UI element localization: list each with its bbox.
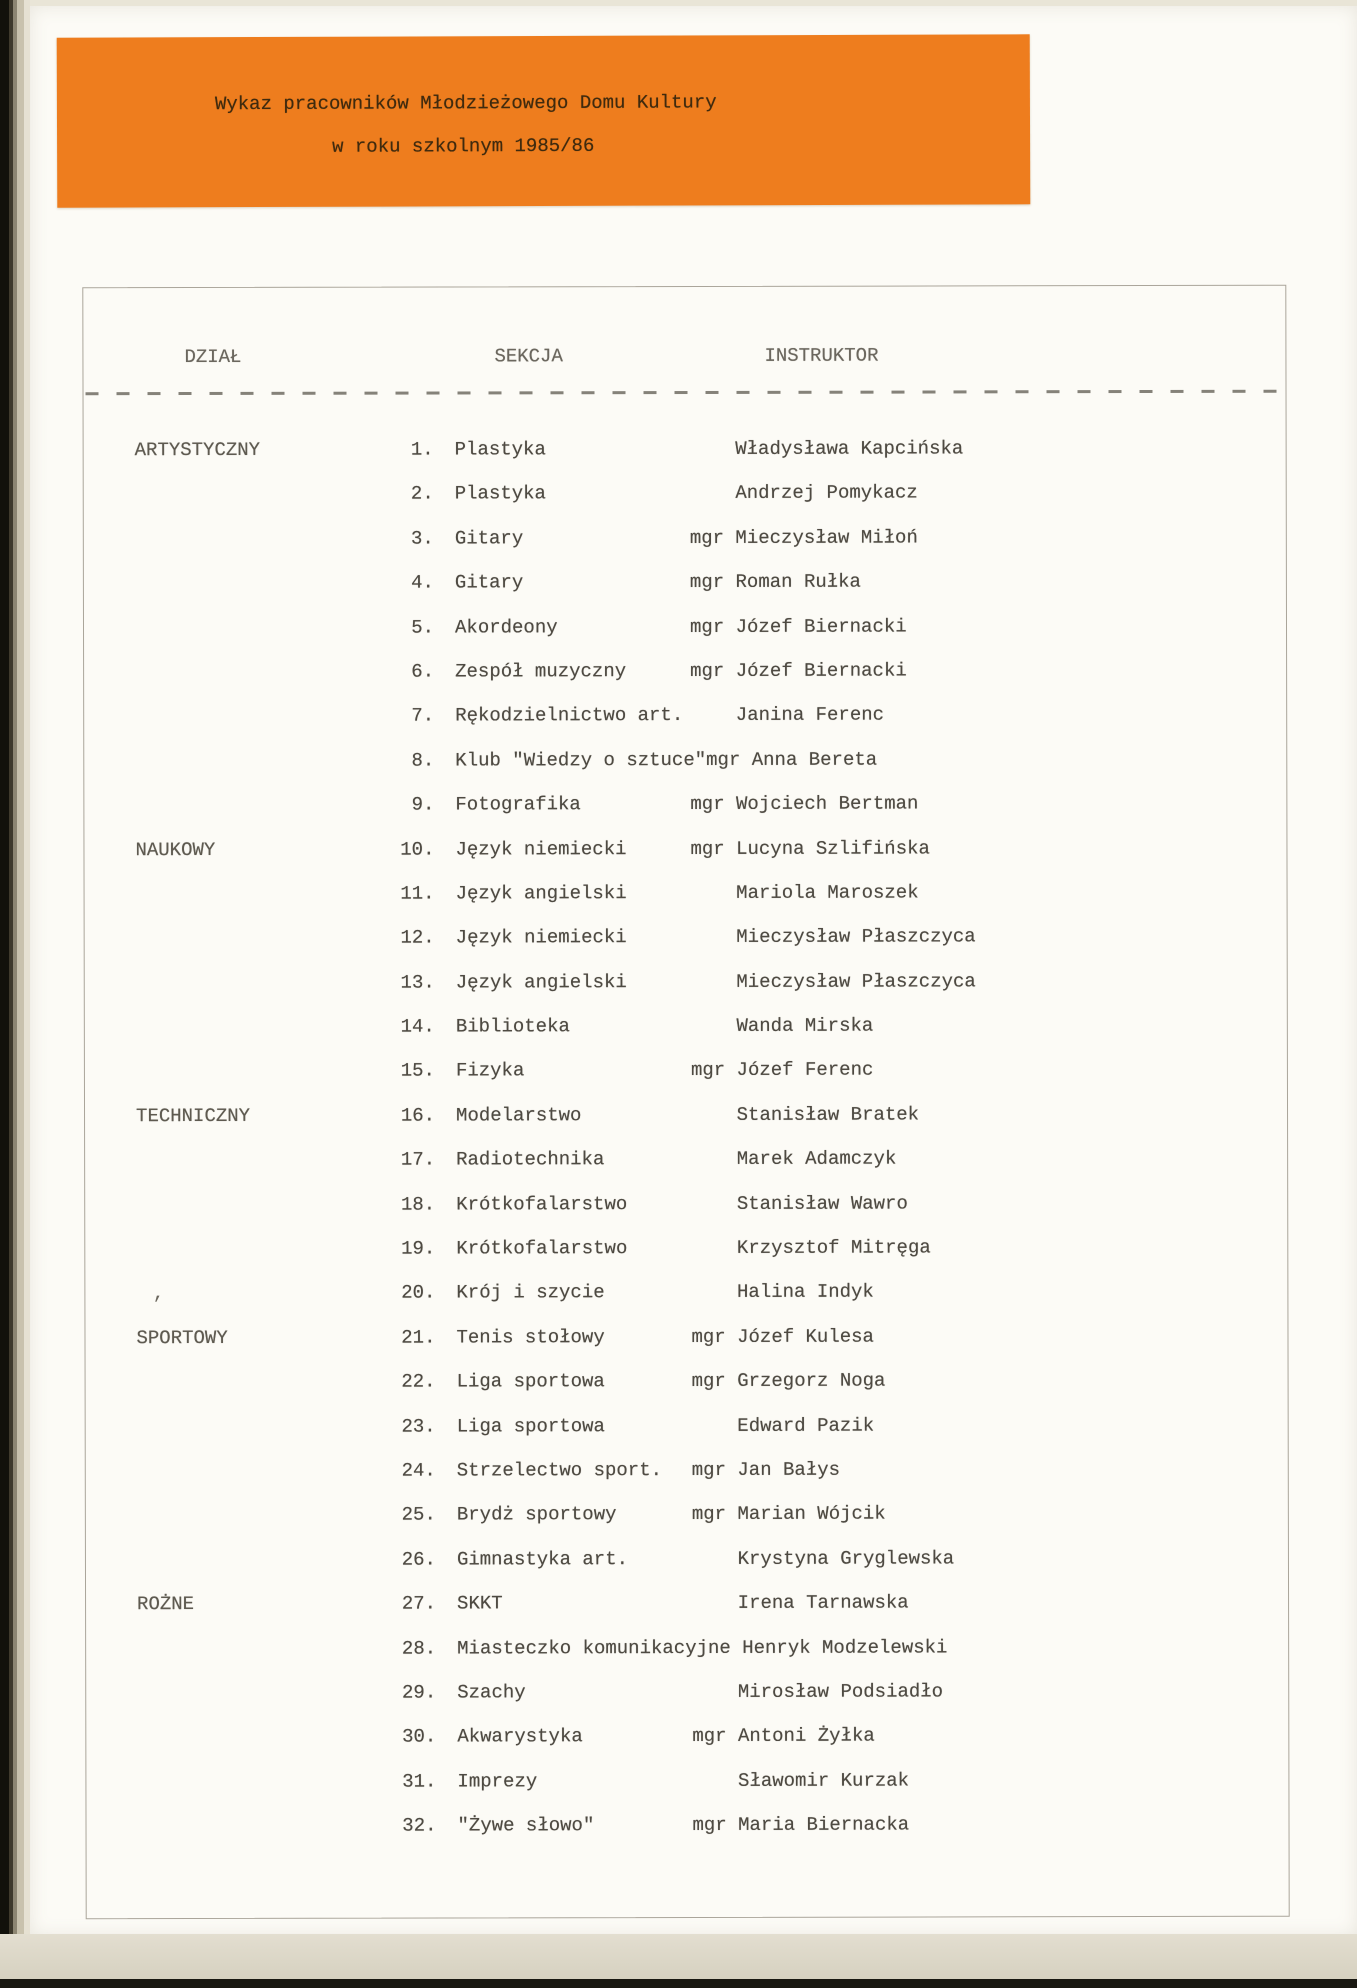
sekcja-value: Język angielski (455, 882, 627, 905)
instruktor-value: Marek Adamczyk (691, 1147, 897, 1171)
instruktor-value: Irena Tarnawska (692, 1591, 909, 1615)
row-number: 14. (400, 1015, 435, 1038)
sekcja-value: Gitary (454, 571, 524, 594)
table-row (85, 1092, 1287, 1139)
sekcja-value: Gimnastyka art. (456, 1547, 629, 1571)
row-number: 11. (400, 882, 435, 905)
sekcja-value: Radiotechnika (456, 1148, 605, 1171)
dzial-label: NAUKOWY (135, 838, 216, 861)
table-row (84, 470, 1286, 517)
sekcja-value: Plastyka (454, 438, 546, 461)
sekcja-value: Gitary (454, 527, 524, 550)
staff-table-frame (82, 285, 1289, 1920)
sekcja-value: Klub "Wiedzy o sztuce" (455, 748, 707, 772)
dzial-label: ROŻNE (137, 1593, 195, 1616)
instruktor-value: mgr Jan Bałys (691, 1458, 841, 1481)
row-number: 3. (410, 527, 434, 550)
table-row (86, 1757, 1288, 1804)
instruktor-value: mgr Józef Ferenc (690, 1059, 874, 1082)
dashed-separator (86, 390, 1284, 396)
table-row (85, 1136, 1287, 1183)
scan-bottom-edge (0, 1979, 1357, 1988)
row-number: 17. (400, 1148, 436, 1171)
row-number: 8. (411, 749, 435, 772)
stray-ink-mark: ’ (151, 1294, 164, 1318)
instruktor-value: Krzysztof Mitręga (691, 1236, 931, 1260)
book-binding-edge (0, 0, 30, 1988)
table-row (85, 1269, 1287, 1316)
instruktor-value: Stanisław Wawro (691, 1192, 908, 1215)
instruktor-value: mgr Józef Kulesa (691, 1325, 874, 1348)
table-body (84, 426, 1289, 1849)
row-number: 13. (400, 971, 435, 994)
instruktor-value: Mieczysław Płaszczyca (690, 970, 976, 993)
row-number: 4. (411, 571, 434, 594)
sekcja-value: Fizyka (455, 1059, 525, 1082)
sekcja-value: Zespół muzyczny (455, 660, 627, 683)
sekcja-value: Fotografika (455, 793, 581, 816)
sekcja-value: Akordeony (454, 615, 558, 639)
instruktor-value: Krystyna Gryglewska (691, 1547, 955, 1570)
row-number: 32. (402, 1814, 437, 1837)
instruktor-value: Henryk Modzelewski (730, 1636, 948, 1659)
sekcja-value: "Żywe słowo" (457, 1814, 595, 1837)
dzial-label: TECHNICZNY (136, 1104, 251, 1128)
document-subtitle: w roku szkolnym 1985/86 (332, 134, 595, 158)
row-number: 31. (402, 1770, 437, 1793)
sekcja-value: SKKT (457, 1592, 503, 1615)
sekcja-value: Tenis stołowy (456, 1325, 605, 1349)
table-row (85, 914, 1287, 961)
table-row (85, 1225, 1287, 1272)
table-row (86, 1624, 1288, 1671)
row-number: 27. (401, 1592, 437, 1615)
sekcja-value: Rękodzielnictwo art. (455, 704, 684, 727)
table-row (86, 1536, 1288, 1583)
header-dzial: DZIAŁ (184, 345, 242, 369)
table-row (85, 958, 1287, 1005)
instruktor-value: Halina Indyk (691, 1281, 874, 1304)
row-number: 20. (401, 1281, 436, 1305)
instruktor-value: mgr Wojciech Bertman (690, 792, 919, 816)
row-number: 16. (400, 1104, 436, 1127)
row-number: 6. (411, 660, 435, 683)
sekcja-value: Język niemiecki (455, 837, 627, 860)
table-row (84, 515, 1286, 562)
row-number: 21. (401, 1326, 436, 1349)
table-row (84, 648, 1286, 695)
table-row (86, 1402, 1288, 1449)
row-number: 18. (400, 1193, 436, 1216)
page-bottom-margin (0, 1934, 1357, 1979)
table-row (84, 692, 1286, 739)
document-paper (30, 6, 1357, 1936)
instruktor-value: mgr Marian Wójcik (691, 1502, 886, 1526)
sekcja-value: Brydż sportowy (456, 1503, 617, 1526)
instruktor-value: mgr Lucyna Szlifińska (690, 837, 930, 860)
sekcja-value: Imprezy (457, 1770, 538, 1793)
instruktor-value: Mieczysław Płaszczyca (690, 925, 976, 949)
row-number: 25. (401, 1503, 436, 1526)
instruktor-value: Andrzej Pomykacz (689, 481, 918, 505)
dzial-label: SPORTOWY (136, 1326, 228, 1349)
instruktor-value: mgr Antoni Żyłka (692, 1724, 875, 1748)
row-number: 29. (401, 1681, 437, 1704)
instruktor-value: mgr Roman Rułka (689, 570, 861, 594)
table-row (84, 781, 1286, 828)
instruktor-value: Sławomir Kurzak (692, 1769, 910, 1792)
table-row (86, 1580, 1288, 1627)
sekcja-value: Krój i szycie (456, 1281, 605, 1304)
row-number: 19. (401, 1237, 436, 1260)
row-number: 9. (411, 793, 435, 816)
table-row (86, 1358, 1288, 1405)
instruktor-value: mgr Józef Biernacki (690, 659, 907, 682)
table-row (86, 1802, 1288, 1849)
sekcja-value: Plastyka (454, 482, 546, 505)
table-row (86, 1491, 1288, 1538)
sekcja-value: Liga sportowa (456, 1370, 605, 1393)
table-row (85, 1047, 1287, 1094)
table-header-row (83, 286, 1285, 369)
table-row (84, 736, 1286, 783)
document-title: Wykaz pracowników Młodzieżowego Domu Kultury (214, 91, 717, 116)
table-row (84, 603, 1286, 650)
header-sekcja: SEKCJA (494, 345, 563, 368)
instruktor-value: mgr Grzegorz Noga (691, 1369, 886, 1393)
table-row (86, 1713, 1288, 1760)
row-number: 2. (410, 482, 434, 505)
header-instruktor: INSTRUKTOR (764, 344, 879, 367)
instruktor-value: mgr Anna Bereta (706, 748, 878, 771)
instruktor-value: Mariola Maroszek (690, 881, 919, 904)
table-row (86, 1447, 1288, 1494)
sekcja-value: Język niemiecki (455, 926, 627, 949)
instruktor-value: Mirosław Podsiadło (692, 1680, 944, 1703)
sekcja-value: Liga sportowa (456, 1414, 605, 1438)
instruktor-value: mgr Maria Biernacka (692, 1813, 910, 1837)
instruktor-value: Władysława Kapcińska (689, 437, 964, 460)
row-number: 12. (400, 926, 435, 949)
row-number: 28. (401, 1637, 437, 1660)
instruktor-value: mgr Mieczysław Miłoń (689, 526, 918, 549)
sekcja-value: Język angielski (455, 970, 627, 994)
instruktor-value: Edward Pazik (691, 1414, 875, 1437)
table-row (84, 825, 1286, 872)
table-row (86, 1669, 1288, 1716)
sekcja-value: Krótkofalarstwo (456, 1237, 628, 1260)
row-number: 23. (401, 1415, 436, 1438)
table-row (85, 1003, 1287, 1050)
row-number: 22. (401, 1370, 436, 1393)
row-number: 1. (410, 438, 434, 461)
sekcja-value: Krótkofalarstwo (456, 1192, 628, 1216)
title-banner (57, 34, 1031, 207)
sekcja-value: Biblioteka (455, 1015, 570, 1038)
row-number: 7. (411, 704, 435, 727)
sekcja-value: Miasteczko komunikacyjne (457, 1636, 731, 1660)
row-number: 5. (411, 616, 435, 639)
row-number: 10. (400, 838, 435, 861)
table-row (84, 559, 1286, 606)
table-row (85, 1180, 1287, 1227)
row-number: 24. (401, 1459, 436, 1482)
table-row (84, 426, 1286, 473)
instruktor-value: Stanisław Bratek (691, 1103, 920, 1126)
table-row (85, 1314, 1287, 1361)
row-number: 15. (400, 1059, 435, 1083)
sekcja-value: Modelarstwo (456, 1104, 582, 1127)
row-number: 30. (402, 1725, 437, 1748)
instruktor-value: Janina Ferenc (690, 703, 885, 727)
instruktor-value: mgr Józef Biernacki (689, 615, 907, 638)
sekcja-value: Strzelectwo sport. (456, 1459, 663, 1482)
instruktor-value: Wanda Mirska (690, 1014, 874, 1038)
table-row (85, 870, 1287, 917)
dzial-label: ARTYSTYCZNY (134, 438, 261, 462)
sekcja-value: Akwarystyka (457, 1725, 583, 1748)
row-number: 26. (401, 1548, 436, 1571)
sekcja-value: Szachy (457, 1681, 526, 1704)
